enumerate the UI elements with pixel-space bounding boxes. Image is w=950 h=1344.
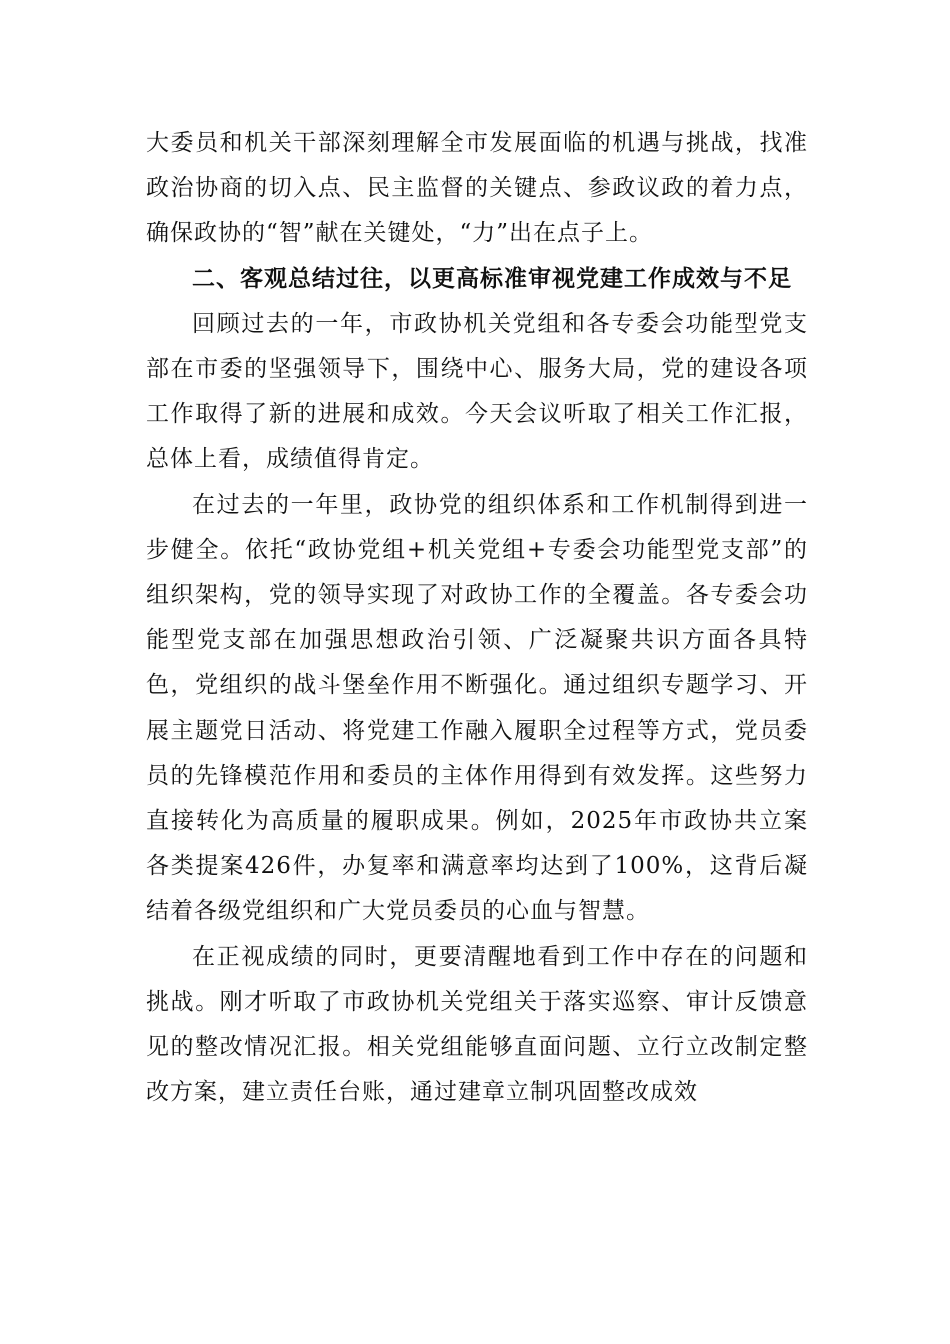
section-heading: 二、客观总结过往，以更高标准审视党建工作成效与不足 — [192, 265, 792, 292]
paragraph-continuation: 大委员和机关干部深刻理解全市发展面临的机遇与挑战，找准政治协商的切入点、民主监督的关键点、参政议政的着力点，确保政协的“智”献在关键处，“力”出在点子上。 — [146, 130, 808, 247]
document-body — [146, 121, 808, 1115]
paragraph: 在过去的一年里，政协党的组织体系和工作机制得到进一步健全。依托“政协党组+机关党组+专委会功能型党支部”的组织架构，党的领导实现了对政协工作的全覆盖。各专委会功能型党支部在加强思想政治引领、广泛凝聚共识方面各具特色，党组织的战斗堡垒作用不断强化。通过组织专题学习、开展主题党日活动、将党建工作融入履职全过程等方式，党员委员的先锋模范作用和委员的主体作用得到有效发挥。这些努力直接转化为高质量的履职成果。例如，2025年市政协共立案各类提案426件，办复率和满意率均达到了100%，这背后凝结着各级党组织和广大党员委员的心血与智慧。 — [146, 491, 808, 925]
paragraph: 回顾过去的一年，市政协机关党组和各专委会功能型党支部在市委的坚强领导下，围绕中心、服务大局，党的建设各项工作取得了新的进展和成效。今天会议听取了相关工作汇报，总体上看，成绩值得肯定。 — [146, 310, 808, 473]
paragraph: 在正视成绩的同时，更要清醒地看到工作中存在的问题和挑战。刚才听取了市政协机关党组关于落实巡察、审计反馈意见的整改情况汇报。相关党组能够直面问题、立行立改制定整改方案，建立责任台账，通过建章立制巩固整改成效 — [146, 943, 808, 1106]
